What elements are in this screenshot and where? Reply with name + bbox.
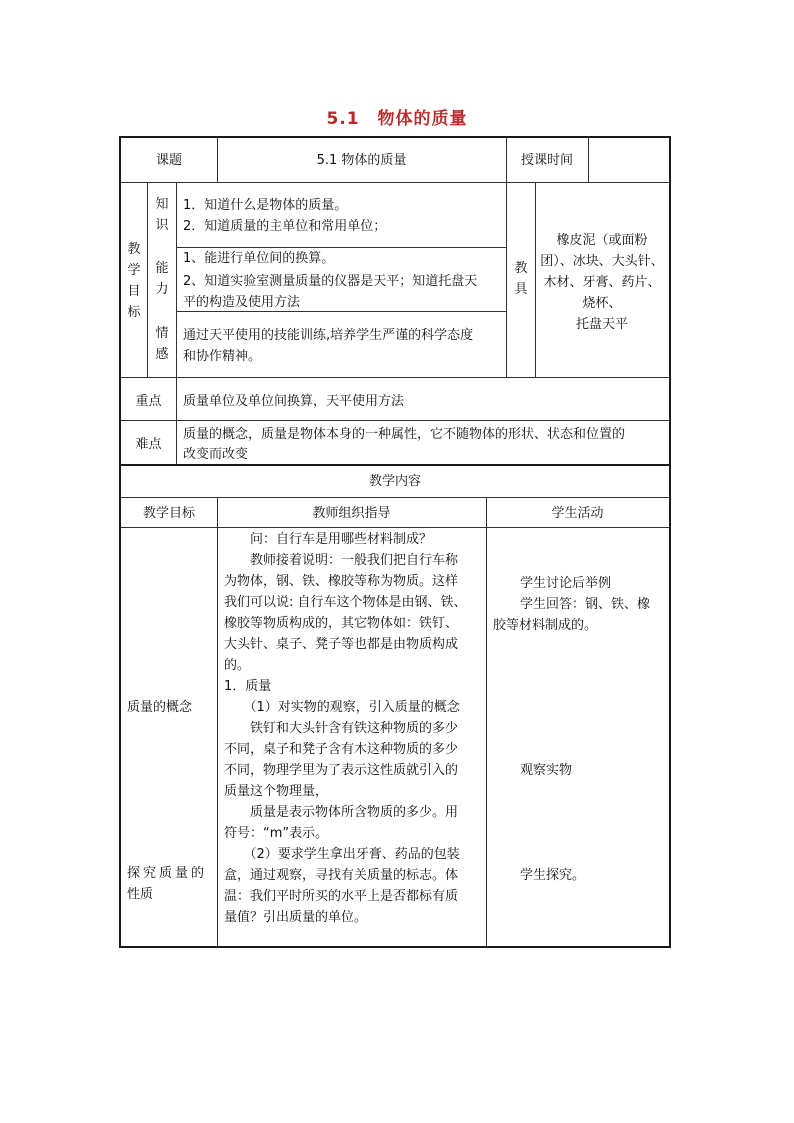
teacher-line: （2）要求学生拿出牙膏、药品的包装 [224,847,460,862]
emotion-line: 通过天平使用的技能训练,培养学生严谨的科学态度 [183,328,474,343]
teacher-line: 1．质量 [224,679,272,694]
teacher-line: 不同，物理学里为了表示这性质就引入的 [224,763,459,778]
time-label: 授课时间 [520,153,573,168]
col-divider [217,497,218,946]
col-divider [147,182,148,377]
teacher-line: 我们可以说: 自行车这个物体是由钢、铁、 [224,595,467,610]
row-divider [121,182,669,183]
teacher-line: 为物体，钢、铁、橡胶等称为物质。这样 [224,574,459,589]
tools-label: 教具 [514,261,528,297]
knowledge-line: 2．知道质量的主单位和常用单位； [183,219,387,234]
key-point-label: 重点 [135,394,162,409]
row-divider [121,377,669,378]
teacher-line: 质量这个物理量， [224,784,329,799]
key-point-text: 质量单位及单位间换算，天平使用方法 [183,394,405,409]
content-heading: 教学内容 [368,474,421,489]
teacher-line: 的。 [224,658,251,673]
emotion-label: 情感 [155,326,169,362]
col-divider [486,497,487,946]
student-activity: 学生回答：钢、铁、橡 [520,597,651,612]
goal-item: 质量的概念 [127,700,193,715]
teacher-line: 符号：“m”表示。 [224,826,329,841]
tools-line: 团）、冰块、大头针、 [540,254,664,269]
teacher-line: 铁钉和大头针含有铁这种物质的多少 [224,721,459,736]
emotion-line: 和协作精神。 [183,349,262,364]
tools-line: 橡皮泥（或面粉 [556,233,648,248]
col-header-goal: 教学目标 [142,506,195,521]
lesson-plan-table [119,136,671,948]
goals-label: 教学目标 [127,242,141,320]
row-divider [121,527,669,528]
student-activity: 学生探究。 [520,868,586,883]
col-divider [588,138,589,182]
student-activity: 观察实物 [520,763,573,778]
ability-line: 2、知道实验室测量质量的仪器是天平；知道托盘天 [183,274,478,289]
page-title: 5.1 物体的质量 [326,109,468,129]
difficulty-line: 改变而改变 [183,447,249,462]
tools-line: 托盘天平 [575,317,628,332]
student-activity: 学生讨论后举例 [520,576,612,591]
col-divider [506,182,507,377]
col-divider [176,420,177,464]
row-divider [121,497,669,498]
col-header-teacher: 教师组织指导 [312,506,391,521]
ability-line: 平的构造及使用方法 [183,295,301,310]
teacher-line: 大头针、桌子、凳子等也都是由物质构成 [224,637,459,652]
teacher-line: 盒，通过观察，寻找有关质量的标志。体 [224,868,459,883]
knowledge-line: 1．知道什么是物体的质量。 [183,198,348,213]
teacher-line: 不同，桌子和凳子含有木这种物质的多少 [224,742,459,757]
tools-line: 烧杯、 [582,296,622,311]
difficulty-line: 质量的概念，质量是物体本身的一种属性，它不随物体的形状、状态和位置的 [183,427,626,442]
teacher-line: 量值？引出质量的单位。 [224,910,368,925]
teacher-line: 质量是表示物体所含物质的多少。用 [224,805,459,820]
col-divider [176,182,177,420]
teacher-line: 温：我们平时所买的水平上是否都标有质 [224,889,459,904]
goal-item: 性质 [127,887,154,902]
tools-line: 木材、牙膏、药片、 [543,275,661,290]
topic-label: 课题 [155,153,182,168]
ability-line: 1、能进行单位间的换算。 [183,251,335,266]
col-header-student: 学生活动 [551,506,604,521]
topic-value: 5.1 物体的质量 [316,153,407,168]
teacher-line: 教师接着说明：一般我们把自行车称 [224,553,459,568]
ability-label: 能力 [155,261,169,297]
knowledge-label: 知识 [155,197,169,233]
difficulty-label: 难点 [135,437,162,452]
row-divider [121,420,669,421]
teacher-line: （1）对实物的观察，引入质量的概念 [224,700,460,715]
teacher-line: 橡胶等物质构成的，其它物体如：铁钉、 [224,616,459,631]
student-activity: 胶等材料制成的。 [493,618,598,633]
teacher-line: 问：自行车是用哪些材料制成？ [224,532,433,547]
goal-item: 探究质量的 [127,866,208,881]
